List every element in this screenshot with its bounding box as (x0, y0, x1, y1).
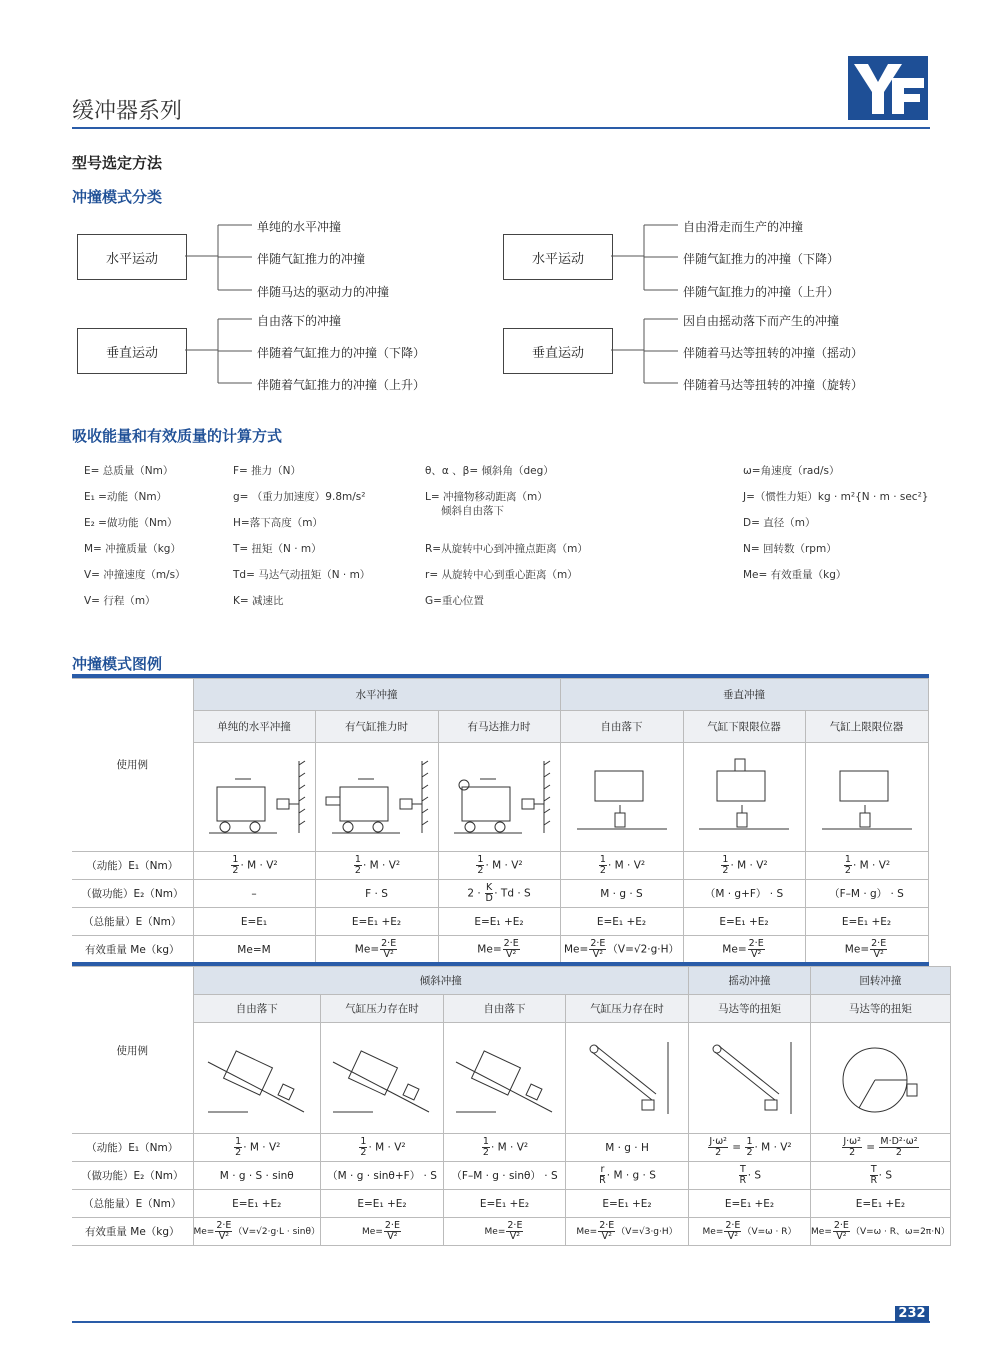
diagram-cell (805, 743, 928, 852)
e2-cell: $\frac{T}{R}$ · S (811, 1162, 951, 1190)
row-label-use: 使用例 (72, 679, 193, 852)
e-cell: E=E₁ +E₂ (683, 908, 805, 936)
page-number: 232 (895, 1306, 929, 1322)
fraction: $\frac{\text{J·ω²}}{2}$ (709, 1136, 727, 1158)
fraction: $\frac{\text{J·ω²}}{2}$ (843, 1136, 861, 1158)
variable-def: D= 直径（m） (743, 517, 816, 529)
e-cell: E=E₁ +E₂ (560, 908, 683, 936)
e1-cell: $\frac{1}{2}$ · M · V² (193, 852, 315, 880)
diagram-illustration (825, 1038, 935, 1118)
classification-tree-lines (0, 0, 1000, 400)
e1-cell: $\frac{1}{2}$ · M · V² (315, 852, 438, 880)
fraction: $\frac{2\cdot E}{\text{V²}}$ (725, 1220, 741, 1242)
class-item: 伴随马达的驱动力的冲撞 (257, 285, 390, 299)
variable-def: r= 从旋转中心到重心距离（m） (425, 569, 578, 581)
section-classification: 冲撞模式分类 (72, 188, 163, 206)
me-cell: Me= $\frac{2\cdot E}{\text{V²}}$ （V=ω · R、ω=2π·N） (811, 1218, 951, 1246)
fraction: $\frac{T}{R}$ (870, 1164, 878, 1186)
class-box-right-horizontal: 水平运动 (503, 234, 613, 280)
class-item: 单纯的水平冲撞 (257, 220, 342, 234)
column-header: 马达等的扭矩 (689, 995, 811, 1023)
diagram-illustration (450, 1038, 560, 1118)
diagram-cell (315, 743, 438, 852)
fraction: $\frac{1}{2}$ (599, 854, 606, 876)
me-cell: Me= $\frac{2\cdot E}{\text{V²}}$ （V=√2·g·L · sinθ） (193, 1218, 321, 1246)
column-header: 单纯的水平冲撞 (193, 711, 315, 743)
group-header: 水平冲撞 (193, 679, 560, 711)
row-label: （做功能）E₂（Nm） (72, 1162, 193, 1190)
e-cell: E=E₁ +E₂ (321, 1190, 444, 1218)
e1-cell: $\frac{1}{2}$ · M · V² (444, 1134, 566, 1162)
e2-cell: F · S (315, 880, 438, 908)
column-header: 自由落下 (560, 711, 683, 743)
variable-def: L= 冲撞物移动距离（m） (425, 491, 548, 503)
variable-def: θ、α 、β= 倾斜角（deg） (425, 465, 554, 477)
class-item: 伴随着马达等扭转的冲撞（摇动） (683, 346, 864, 360)
class-item: 伴随气缸推力的冲撞 (257, 252, 366, 266)
column-header: 气缸上限限位器 (805, 711, 928, 743)
variable-def: R=从旋转中心到冲撞点距离（m） (425, 543, 588, 555)
fraction: $\frac{2\cdot E}{\text{V²}}$ (503, 938, 519, 960)
fraction: $\frac{2\cdot E}{\text{V²}}$ (384, 1220, 400, 1242)
variable-def: ω=角速度（rad/s） (743, 465, 840, 477)
e-cell: E=E₁ (193, 908, 315, 936)
e1-cell: $\frac{\text{J·ω²}}{2}$ = $\frac{1}{2}$ · M · V² (689, 1134, 811, 1162)
me-cell: Me= $\frac{2\cdot E}{\text{V²}}$ （V=ω · R） (689, 1218, 811, 1246)
variable-def: g= （重力加速度）9.8m/s² (233, 491, 366, 503)
fraction: $\frac{1}{2}$ (477, 854, 484, 876)
fraction: $\frac{T}{R}$ (739, 1164, 747, 1186)
fraction: $\frac{1}{2}$ (232, 854, 239, 876)
diagram-illustration (812, 757, 922, 837)
class-item: 自由滑走而生产的冲撞 (683, 220, 804, 234)
row-label: （总能量）E（Nm） (72, 1190, 193, 1218)
column-header: 自由落下 (444, 995, 566, 1023)
class-box-left-vertical: 垂直运动 (77, 328, 187, 374)
fraction: $\frac{1}{2}$ (482, 1136, 489, 1158)
fraction: $\frac{r}{R}$ (599, 1164, 606, 1186)
variable-def: F= 推力（N） (233, 465, 302, 477)
e-cell: E=E₁ +E₂ (689, 1190, 811, 1218)
variable-def: N= 回转数（rpm） (743, 543, 837, 555)
e-cell: E=E₁ +E₂ (566, 1190, 689, 1218)
fraction: $\frac{2\cdot E}{\text{V²}}$ (599, 1220, 615, 1242)
e1-cell: $\frac{1}{2}$ · M · V² (321, 1134, 444, 1162)
diagram-cell (193, 743, 315, 852)
group-header: 垂直冲撞 (560, 679, 928, 711)
fraction: $\frac{1}{2}$ (722, 854, 729, 876)
me-cell: Me= $\frac{2\cdot E}{\text{V²}}$ （V=√3·g·H） (566, 1218, 689, 1246)
class-box-right-vertical: 垂直运动 (503, 328, 613, 374)
collision-table-2 (72, 966, 951, 1246)
e2-cell: – (193, 880, 315, 908)
fraction: $\frac{2\cdot E}{\text{V²}}$ (216, 1220, 232, 1242)
e2-cell: （M · g+F） · S (683, 880, 805, 908)
me-cell: Me= $\frac{2\cdot E}{\text{V²}}$ (438, 936, 560, 964)
diagram-illustration (322, 757, 432, 837)
fraction: $\frac{1}{2}$ (354, 854, 361, 876)
class-item: 伴随气缸推力的冲撞（下降） (683, 252, 840, 266)
row-label: 有效重量 Me（kg） (72, 936, 193, 964)
e-cell: E=E₁ +E₂ (811, 1190, 951, 1218)
fraction: $\frac{2\cdot E}{\text{V²}}$ (748, 938, 764, 960)
variable-def: V= 行程（m） (84, 595, 156, 607)
diagram-cell (193, 1023, 321, 1134)
diagram-cell (438, 743, 560, 852)
variable-def: J=（惯性力矩）kg · m²{N · m · sec²} (743, 491, 929, 503)
fraction: $\frac{\text{M·D²·ω²}}{2}$ (880, 1136, 918, 1158)
diagram-cell (444, 1023, 566, 1134)
section-calc: 吸收能量和有效质量的计算方式 (72, 427, 283, 445)
diagram-illustration (567, 757, 677, 837)
e-cell: E=E₁ +E₂ (193, 1190, 321, 1218)
e-cell: E=E₁ +E₂ (315, 908, 438, 936)
e2-cell: M · g · S (560, 880, 683, 908)
section-examples: 冲撞模式图例 (72, 655, 163, 673)
group-header: 倾斜冲撞 (193, 967, 689, 995)
class-item: 伴随着气缸推力的冲撞（上升） (257, 378, 426, 392)
fraction: $\frac{2\cdot E}{\text{V²}}$ (833, 1220, 849, 1242)
variable-def: Me= 有效重量（kg） (743, 569, 847, 581)
fraction: $\frac{2\cdot E}{\text{V²}}$ (871, 938, 887, 960)
diagram-cell (811, 1023, 951, 1134)
section-model-select: 型号选定方法 (72, 154, 163, 172)
diagram-cell (560, 743, 683, 852)
column-header: 气缸压力存在时 (566, 995, 689, 1023)
e2-cell: $\frac{r}{R}$ · M · g · S (566, 1162, 689, 1190)
column-header: 马达等的扭矩 (811, 995, 951, 1023)
fraction: $\frac{2\cdot E}{\text{V²}}$ (507, 1220, 523, 1242)
me-cell: Me= $\frac{2\cdot E}{\text{V²}}$ (444, 1218, 566, 1246)
diagram-cell (689, 1023, 811, 1134)
variable-def: T= 扭矩（N · m） (233, 543, 322, 555)
fraction: $\frac{K}{D}$ (485, 882, 493, 904)
e2-cell: （F–M · g） · S (805, 880, 928, 908)
variable-def: K= 减速比 (233, 595, 284, 607)
e2-cell: （F–M · g · sinθ） · S (444, 1162, 566, 1190)
group-header: 回转冲撞 (811, 967, 951, 995)
row-label: （动能）E₁（Nm） (72, 852, 193, 880)
variable-note: 倾斜自由落下 (441, 505, 504, 517)
e1-cell: M · g · H (566, 1134, 689, 1162)
diagram-cell (683, 743, 805, 852)
fraction: $\frac{1}{2}$ (235, 1136, 242, 1158)
variable-def: E= 总质量（Nm） (84, 465, 174, 477)
e1-cell: $\frac{1}{2}$ · M · V² (805, 852, 928, 880)
column-header: 气缸压力存在时 (321, 995, 444, 1023)
collision-table-1 (72, 678, 929, 964)
me-cell: Me= $\frac{2\cdot E}{\text{V²}}$ (683, 936, 805, 964)
class-item: 伴随气缸推力的冲撞（上升） (683, 285, 840, 299)
column-header: 有气缸推力时 (315, 711, 438, 743)
row-label-use: 使用例 (72, 967, 193, 1134)
diagram-cell (321, 1023, 444, 1134)
class-item: 因自由摇动落下而产生的冲撞 (683, 314, 840, 328)
diagram-illustration (695, 1038, 805, 1118)
row-label: （做功能）E₂（Nm） (72, 880, 193, 908)
column-header: 自由落下 (193, 995, 321, 1023)
e2-cell: $\frac{T}{R}$ · S (689, 1162, 811, 1190)
class-item: 自由落下的冲撞 (257, 314, 342, 328)
class-box-left-horizontal: 水平运动 (77, 234, 187, 280)
class-item: 伴随着气缸推力的冲撞（下降） (257, 346, 426, 360)
diagram-illustration (444, 757, 554, 837)
diagram-illustration (327, 1038, 437, 1118)
e-cell: E=E₁ +E₂ (444, 1190, 566, 1218)
me-cell: Me= $\frac{2\cdot E}{\text{V²}}$ (805, 936, 928, 964)
e2-cell: 2 · $\frac{K}{D}$ · Td · S (438, 880, 560, 908)
column-header: 有马达推力时 (438, 711, 560, 743)
e1-cell: $\frac{1}{2}$ · M · V² (193, 1134, 321, 1162)
footer-rule (72, 1321, 930, 1323)
diagram-cell (566, 1023, 689, 1134)
variable-def: V= 冲撞速度（m/s） (84, 569, 186, 581)
variable-def: Td= 马达气动扭矩（N · m） (233, 569, 371, 581)
variable-def: M= 冲撞质量（kg） (84, 543, 181, 555)
variable-def: E₁ =动能（Nm） (84, 491, 168, 503)
e1-cell: $\frac{1}{2}$ · M · V² (560, 852, 683, 880)
diagram-illustration (199, 757, 309, 837)
me-cell: Me= $\frac{2\cdot E}{\text{V²}}$ (315, 936, 438, 964)
e2-cell: M · g · S · sinθ (193, 1162, 321, 1190)
row-label: （动能）E₁（Nm） (72, 1134, 193, 1162)
column-header: 气缸下限限位器 (683, 711, 805, 743)
fraction: $\frac{2\cdot E}{\text{V²}}$ (590, 938, 606, 960)
group-header: 摇动冲撞 (689, 967, 811, 995)
diagram-illustration (572, 1038, 682, 1118)
e-cell: E=E₁ +E₂ (438, 908, 560, 936)
fraction: $\frac{2\cdot E}{\text{V²}}$ (381, 938, 397, 960)
row-label: 有效重量 Me（kg） (72, 1218, 193, 1246)
page-title: 缓冲器系列 (72, 99, 183, 124)
variable-def: E₂ =做功能（Nm） (84, 517, 178, 529)
fraction: $\frac{1}{2}$ (360, 1136, 367, 1158)
diagram-illustration (689, 757, 799, 837)
class-item: 伴随着马达等扭转的冲撞（旋转） (683, 378, 864, 392)
me-cell: Me= $\frac{2\cdot E}{\text{V²}}$ （V=√2·g·H） (560, 936, 683, 964)
variable-def: H=落下高度（m） (233, 517, 323, 529)
me-cell: Me=M (193, 936, 315, 964)
e1-cell: $\frac{1}{2}$ · M · V² (683, 852, 805, 880)
row-label: （总能量）E（Nm） (72, 908, 193, 936)
e-cell: E=E₁ +E₂ (805, 908, 928, 936)
diagram-illustration (202, 1038, 312, 1118)
e1-cell: $\frac{\text{J·ω²}}{2}$ = $\frac{\text{M·D²·ω²}}{2}$ (811, 1134, 951, 1162)
e2-cell: （M · g · sinθ+F） · S (321, 1162, 444, 1190)
variable-def: G=重心位置 (425, 595, 484, 607)
e1-cell: $\frac{1}{2}$ · M · V² (438, 852, 560, 880)
fraction: $\frac{1}{2}$ (746, 1136, 753, 1158)
me-cell: Me= $\frac{2\cdot E}{\text{V²}}$ (321, 1218, 444, 1246)
fraction: $\frac{1}{2}$ (844, 854, 851, 876)
